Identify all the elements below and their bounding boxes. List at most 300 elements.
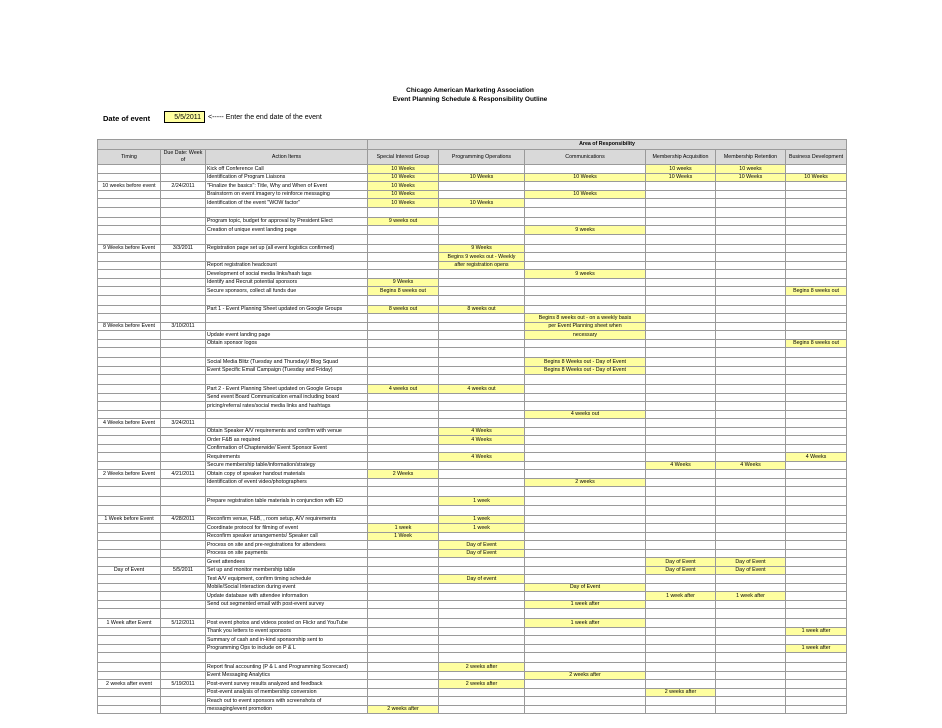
- programming-operations-cell[interactable]: 4 Weeks: [439, 453, 525, 462]
- membership-acquisition-cell[interactable]: [646, 182, 716, 191]
- membership-retention-cell[interactable]: [716, 358, 786, 367]
- programming-operations-cell[interactable]: [439, 487, 525, 497]
- timing-cell[interactable]: [98, 558, 161, 567]
- timing-cell[interactable]: [98, 314, 161, 323]
- action-item-cell[interactable]: Identification of the event "WOW factor": [206, 199, 368, 208]
- due-date-cell[interactable]: 3/3/2011: [161, 244, 206, 253]
- action-item-cell[interactable]: Development of social media links/hash tags: [206, 270, 368, 279]
- programming-operations-cell[interactable]: [439, 322, 525, 331]
- timing-cell[interactable]: [98, 375, 161, 385]
- due-date-cell[interactable]: [161, 314, 206, 323]
- action-item-cell[interactable]: Secure membership table/information/strategy: [206, 461, 368, 470]
- special-interest-group-cell[interactable]: [368, 671, 439, 680]
- special-interest-group-cell[interactable]: [368, 515, 439, 524]
- membership-acquisition-cell[interactable]: [646, 444, 716, 453]
- due-date-cell[interactable]: [161, 627, 206, 636]
- business-development-cell[interactable]: 1 week after: [786, 644, 847, 653]
- programming-operations-cell[interactable]: [439, 461, 525, 470]
- special-interest-group-cell[interactable]: [368, 234, 439, 244]
- due-date-cell[interactable]: [161, 505, 206, 515]
- action-item-cell[interactable]: Process on site payments: [206, 549, 368, 558]
- communications-cell[interactable]: 2 weeks after: [525, 671, 646, 680]
- communications-cell[interactable]: [525, 253, 646, 262]
- due-date-cell[interactable]: [161, 688, 206, 697]
- communications-cell[interactable]: [525, 182, 646, 191]
- business-development-cell[interactable]: [786, 609, 847, 619]
- action-item-cell[interactable]: Requirements: [206, 453, 368, 462]
- membership-acquisition-cell[interactable]: [646, 295, 716, 305]
- due-date-cell[interactable]: [161, 226, 206, 235]
- timing-cell[interactable]: [98, 453, 161, 462]
- due-date-cell[interactable]: [161, 524, 206, 533]
- membership-retention-cell[interactable]: [716, 287, 786, 296]
- communications-cell[interactable]: Begins 8 Weeks out - Day of Event: [525, 358, 646, 367]
- membership-retention-cell[interactable]: [716, 375, 786, 385]
- business-development-cell[interactable]: 1 week after: [786, 627, 847, 636]
- timing-cell[interactable]: [98, 532, 161, 541]
- membership-acquisition-cell[interactable]: 1 week after: [646, 592, 716, 601]
- due-date-cell[interactable]: [161, 366, 206, 375]
- membership-retention-cell[interactable]: [716, 532, 786, 541]
- programming-operations-cell[interactable]: [439, 358, 525, 367]
- programming-operations-cell[interactable]: [439, 627, 525, 636]
- programming-operations-cell[interactable]: [439, 217, 525, 226]
- action-item-cell[interactable]: Identification of event video/photographers: [206, 478, 368, 487]
- membership-retention-cell[interactable]: [716, 305, 786, 314]
- due-date-cell[interactable]: [161, 636, 206, 645]
- special-interest-group-cell[interactable]: [368, 627, 439, 636]
- action-item-cell[interactable]: Registration page set up (all event logistics confirmed): [206, 244, 368, 253]
- due-date-cell[interactable]: [161, 558, 206, 567]
- timing-cell[interactable]: [98, 190, 161, 199]
- special-interest-group-cell[interactable]: [368, 410, 439, 419]
- communications-cell[interactable]: [525, 165, 646, 174]
- special-interest-group-cell[interactable]: [368, 549, 439, 558]
- timing-cell[interactable]: [98, 427, 161, 436]
- business-development-cell[interactable]: [786, 688, 847, 697]
- communications-cell[interactable]: 9 weeks: [525, 226, 646, 235]
- membership-retention-cell[interactable]: [716, 199, 786, 208]
- action-item-cell[interactable]: Obtain Speaker A/V requirements and confirm with venue: [206, 427, 368, 436]
- communications-cell[interactable]: 9 weeks: [525, 270, 646, 279]
- programming-operations-cell[interactable]: [439, 636, 525, 645]
- programming-operations-cell[interactable]: 4 weeks out: [439, 385, 525, 394]
- membership-acquisition-cell[interactable]: [646, 253, 716, 262]
- business-development-cell[interactable]: [786, 436, 847, 445]
- timing-cell[interactable]: 2 weeks after event: [98, 680, 161, 689]
- programming-operations-cell[interactable]: [439, 287, 525, 296]
- business-development-cell[interactable]: [786, 253, 847, 262]
- programming-operations-cell[interactable]: [439, 566, 525, 575]
- membership-retention-cell[interactable]: [716, 583, 786, 592]
- due-date-cell[interactable]: [161, 278, 206, 287]
- timing-cell[interactable]: [98, 461, 161, 470]
- membership-acquisition-cell[interactable]: [646, 470, 716, 479]
- timing-cell[interactable]: [98, 663, 161, 672]
- action-item-cell[interactable]: [206, 609, 368, 619]
- membership-acquisition-cell[interactable]: [646, 244, 716, 253]
- special-interest-group-cell[interactable]: [368, 261, 439, 270]
- communications-cell[interactable]: [525, 680, 646, 689]
- programming-operations-cell[interactable]: 1 week: [439, 515, 525, 524]
- business-development-cell[interactable]: [786, 410, 847, 419]
- programming-operations-cell[interactable]: 1 week: [439, 524, 525, 533]
- membership-acquisition-cell[interactable]: [646, 532, 716, 541]
- due-date-cell[interactable]: [161, 375, 206, 385]
- due-date-cell[interactable]: [161, 671, 206, 680]
- membership-retention-cell[interactable]: 10 Weeks: [716, 173, 786, 182]
- communications-cell[interactable]: [525, 461, 646, 470]
- membership-retention-cell[interactable]: [716, 609, 786, 619]
- action-item-cell[interactable]: Identification of Program Liaisons: [206, 173, 368, 182]
- business-development-cell[interactable]: [786, 261, 847, 270]
- special-interest-group-cell[interactable]: [368, 566, 439, 575]
- action-item-cell[interactable]: Update database with attendee information: [206, 592, 368, 601]
- due-date-cell[interactable]: [161, 358, 206, 367]
- due-date-cell[interactable]: [161, 305, 206, 314]
- business-development-cell[interactable]: [786, 524, 847, 533]
- timing-cell[interactable]: [98, 592, 161, 601]
- action-item-cell[interactable]: Part 2 - Event Planning Sheet updated on Google Groups: [206, 385, 368, 394]
- business-development-cell[interactable]: 4 Weeks: [786, 453, 847, 462]
- programming-operations-cell[interactable]: [439, 705, 525, 714]
- communications-cell[interactable]: [525, 217, 646, 226]
- business-development-cell[interactable]: [786, 671, 847, 680]
- special-interest-group-cell[interactable]: [368, 314, 439, 323]
- membership-retention-cell[interactable]: [716, 575, 786, 584]
- membership-acquisition-cell[interactable]: Day of Event: [646, 558, 716, 567]
- programming-operations-cell[interactable]: [439, 444, 525, 453]
- action-item-cell[interactable]: Obtain sponsor logos: [206, 339, 368, 348]
- programming-operations-cell[interactable]: [439, 583, 525, 592]
- timing-cell[interactable]: [98, 688, 161, 697]
- business-development-cell[interactable]: [786, 278, 847, 287]
- due-date-cell[interactable]: [161, 287, 206, 296]
- due-date-cell[interactable]: [161, 173, 206, 182]
- due-date-cell[interactable]: [161, 532, 206, 541]
- timing-cell[interactable]: [98, 348, 161, 358]
- membership-retention-cell[interactable]: [716, 253, 786, 262]
- membership-retention-cell[interactable]: [716, 619, 786, 628]
- programming-operations-cell[interactable]: Day of event: [439, 575, 525, 584]
- special-interest-group-cell[interactable]: [368, 505, 439, 515]
- timing-cell[interactable]: [98, 165, 161, 174]
- membership-retention-cell[interactable]: [716, 366, 786, 375]
- business-development-cell[interactable]: [786, 541, 847, 550]
- action-item-cell[interactable]: Secure sponsors, collect all funds due: [206, 287, 368, 296]
- programming-operations-cell[interactable]: [439, 295, 525, 305]
- special-interest-group-cell[interactable]: 1 week: [368, 524, 439, 533]
- membership-acquisition-cell[interactable]: [646, 261, 716, 270]
- action-item-cell[interactable]: [206, 653, 368, 663]
- timing-cell[interactable]: [98, 295, 161, 305]
- action-item-cell[interactable]: Part 1 - Event Planning Sheet updated on Google Groups: [206, 305, 368, 314]
- business-development-cell[interactable]: [786, 226, 847, 235]
- membership-acquisition-cell[interactable]: [646, 348, 716, 358]
- business-development-cell[interactable]: [786, 636, 847, 645]
- programming-operations-cell[interactable]: [439, 314, 525, 323]
- membership-retention-cell[interactable]: [716, 436, 786, 445]
- membership-retention-cell[interactable]: [716, 348, 786, 358]
- timing-cell[interactable]: 4 Weeks before Event: [98, 419, 161, 428]
- membership-retention-cell[interactable]: 1 week after: [716, 592, 786, 601]
- action-item-cell[interactable]: Greet attendees: [206, 558, 368, 567]
- action-item-cell[interactable]: Post event photos and videos posted on Flickr and YouTube: [206, 619, 368, 628]
- membership-acquisition-cell[interactable]: [646, 478, 716, 487]
- timing-cell[interactable]: [98, 339, 161, 348]
- timing-cell[interactable]: [98, 173, 161, 182]
- special-interest-group-cell[interactable]: 10 Weeks: [368, 182, 439, 191]
- timing-cell[interactable]: 1 Week before Event: [98, 515, 161, 524]
- membership-acquisition-cell[interactable]: [646, 278, 716, 287]
- business-development-cell[interactable]: [786, 558, 847, 567]
- timing-cell[interactable]: [98, 600, 161, 609]
- special-interest-group-cell[interactable]: 1 Week: [368, 532, 439, 541]
- timing-cell[interactable]: [98, 549, 161, 558]
- timing-cell[interactable]: Day of Event: [98, 566, 161, 575]
- membership-acquisition-cell[interactable]: 10 weeks: [646, 165, 716, 174]
- special-interest-group-cell[interactable]: [368, 600, 439, 609]
- programming-operations-cell[interactable]: [439, 653, 525, 663]
- business-development-cell[interactable]: [786, 314, 847, 323]
- business-development-cell[interactable]: [786, 402, 847, 411]
- business-development-cell[interactable]: [786, 419, 847, 428]
- timing-cell[interactable]: [98, 278, 161, 287]
- special-interest-group-cell[interactable]: [368, 402, 439, 411]
- business-development-cell[interactable]: [786, 393, 847, 402]
- business-development-cell[interactable]: Begins 8 weeks out: [786, 287, 847, 296]
- special-interest-group-cell[interactable]: 4 weeks out: [368, 385, 439, 394]
- business-development-cell[interactable]: [786, 532, 847, 541]
- special-interest-group-cell[interactable]: [368, 348, 439, 358]
- communications-cell[interactable]: [525, 575, 646, 584]
- timing-cell[interactable]: [98, 627, 161, 636]
- membership-retention-cell[interactable]: [716, 453, 786, 462]
- communications-cell[interactable]: per Event Planning sheet when: [525, 322, 646, 331]
- action-item-cell[interactable]: [206, 253, 368, 262]
- special-interest-group-cell[interactable]: [368, 697, 439, 706]
- communications-cell[interactable]: necessary: [525, 331, 646, 340]
- programming-operations-cell[interactable]: [439, 600, 525, 609]
- membership-retention-cell[interactable]: Day of Event: [716, 558, 786, 567]
- membership-acquisition-cell[interactable]: [646, 497, 716, 506]
- programming-operations-cell[interactable]: [439, 182, 525, 191]
- membership-retention-cell[interactable]: [716, 524, 786, 533]
- programming-operations-cell[interactable]: [439, 644, 525, 653]
- business-development-cell[interactable]: [786, 697, 847, 706]
- business-development-cell[interactable]: [786, 305, 847, 314]
- membership-acquisition-cell[interactable]: [646, 453, 716, 462]
- membership-retention-cell[interactable]: [716, 393, 786, 402]
- business-development-cell[interactable]: [786, 583, 847, 592]
- special-interest-group-cell[interactable]: 9 weeks out: [368, 217, 439, 226]
- due-date-cell[interactable]: 4/28/2011: [161, 515, 206, 524]
- programming-operations-cell[interactable]: [439, 592, 525, 601]
- action-item-cell[interactable]: Confirmation of Chapterwide/ Event Sponsor Event: [206, 444, 368, 453]
- membership-acquisition-cell[interactable]: [646, 644, 716, 653]
- membership-acquisition-cell[interactable]: [646, 619, 716, 628]
- action-item-cell[interactable]: [206, 322, 368, 331]
- action-item-cell[interactable]: [206, 234, 368, 244]
- programming-operations-cell[interactable]: Begins 9 weeks out - Weekly: [439, 253, 525, 262]
- membership-retention-cell[interactable]: [716, 487, 786, 497]
- membership-acquisition-cell[interactable]: [646, 305, 716, 314]
- membership-acquisition-cell[interactable]: [646, 505, 716, 515]
- special-interest-group-cell[interactable]: [368, 487, 439, 497]
- business-development-cell[interactable]: [786, 366, 847, 375]
- timing-cell[interactable]: [98, 653, 161, 663]
- communications-cell[interactable]: [525, 375, 646, 385]
- membership-retention-cell[interactable]: [716, 419, 786, 428]
- membership-retention-cell[interactable]: [716, 226, 786, 235]
- action-item-cell[interactable]: Coordinate protocol for filming of event: [206, 524, 368, 533]
- action-item-cell[interactable]: "Finalize the basics": Title, Why and When of Event: [206, 182, 368, 191]
- communications-cell[interactable]: 10 Weeks: [525, 173, 646, 182]
- timing-cell[interactable]: [98, 253, 161, 262]
- due-date-cell[interactable]: [161, 541, 206, 550]
- timing-cell[interactable]: [98, 261, 161, 270]
- timing-cell[interactable]: [98, 671, 161, 680]
- action-item-cell[interactable]: Obtain copy of speaker handout materials: [206, 470, 368, 479]
- special-interest-group-cell[interactable]: [368, 375, 439, 385]
- timing-cell[interactable]: 8 Weeks before Event: [98, 322, 161, 331]
- special-interest-group-cell[interactable]: [368, 270, 439, 279]
- membership-retention-cell[interactable]: [716, 207, 786, 217]
- membership-acquisition-cell[interactable]: [646, 287, 716, 296]
- special-interest-group-cell[interactable]: [368, 322, 439, 331]
- membership-retention-cell[interactable]: [716, 182, 786, 191]
- due-date-cell[interactable]: [161, 663, 206, 672]
- timing-cell[interactable]: [98, 270, 161, 279]
- communications-cell[interactable]: [525, 609, 646, 619]
- due-date-cell[interactable]: [161, 436, 206, 445]
- communications-cell[interactable]: [525, 497, 646, 506]
- due-date-cell[interactable]: [161, 592, 206, 601]
- action-item-cell[interactable]: [206, 375, 368, 385]
- special-interest-group-cell[interactable]: [368, 331, 439, 340]
- timing-cell[interactable]: [98, 497, 161, 506]
- business-development-cell[interactable]: [786, 461, 847, 470]
- timing-cell[interactable]: [98, 697, 161, 706]
- membership-retention-cell[interactable]: [716, 515, 786, 524]
- programming-operations-cell[interactable]: [439, 697, 525, 706]
- timing-cell[interactable]: [98, 609, 161, 619]
- special-interest-group-cell[interactable]: [368, 619, 439, 628]
- timing-cell[interactable]: [98, 287, 161, 296]
- business-development-cell[interactable]: [786, 705, 847, 714]
- business-development-cell[interactable]: [786, 358, 847, 367]
- membership-acquisition-cell[interactable]: [646, 339, 716, 348]
- membership-retention-cell[interactable]: [716, 385, 786, 394]
- membership-retention-cell[interactable]: [716, 680, 786, 689]
- special-interest-group-cell[interactable]: [368, 253, 439, 262]
- special-interest-group-cell[interactable]: [368, 541, 439, 550]
- communications-cell[interactable]: [525, 199, 646, 208]
- special-interest-group-cell[interactable]: [368, 644, 439, 653]
- special-interest-group-cell[interactable]: [368, 295, 439, 305]
- special-interest-group-cell[interactable]: Begins 8 weeks out: [368, 287, 439, 296]
- membership-retention-cell[interactable]: [716, 234, 786, 244]
- membership-acquisition-cell[interactable]: [646, 636, 716, 645]
- communications-cell[interactable]: [525, 558, 646, 567]
- membership-acquisition-cell[interactable]: [646, 549, 716, 558]
- membership-acquisition-cell[interactable]: [646, 663, 716, 672]
- special-interest-group-cell[interactable]: 2 weeks after: [368, 705, 439, 714]
- communications-cell[interactable]: [525, 663, 646, 672]
- special-interest-group-cell[interactable]: [368, 419, 439, 428]
- communications-cell[interactable]: [525, 348, 646, 358]
- action-item-cell[interactable]: [206, 348, 368, 358]
- due-date-cell[interactable]: [161, 575, 206, 584]
- communications-cell[interactable]: [525, 549, 646, 558]
- membership-retention-cell[interactable]: [716, 444, 786, 453]
- timing-cell[interactable]: [98, 331, 161, 340]
- programming-operations-cell[interactable]: [439, 190, 525, 199]
- due-date-cell[interactable]: [161, 609, 206, 619]
- action-item-cell[interactable]: Summary of cash and in-kind sponsorship sent to: [206, 636, 368, 645]
- special-interest-group-cell[interactable]: [368, 583, 439, 592]
- special-interest-group-cell[interactable]: [368, 461, 439, 470]
- programming-operations-cell[interactable]: [439, 419, 525, 428]
- special-interest-group-cell[interactable]: 2 Weeks: [368, 470, 439, 479]
- membership-acquisition-cell[interactable]: [646, 270, 716, 279]
- special-interest-group-cell[interactable]: [368, 680, 439, 689]
- timing-cell[interactable]: [98, 234, 161, 244]
- due-date-cell[interactable]: [161, 385, 206, 394]
- due-date-cell[interactable]: [161, 644, 206, 653]
- timing-cell[interactable]: [98, 487, 161, 497]
- programming-operations-cell[interactable]: 4 Weeks: [439, 427, 525, 436]
- action-item-cell[interactable]: Programming Ops to include on P & L: [206, 644, 368, 653]
- timing-cell[interactable]: 2 Weeks before Event: [98, 470, 161, 479]
- membership-acquisition-cell[interactable]: [646, 190, 716, 199]
- business-development-cell[interactable]: [786, 566, 847, 575]
- communications-cell[interactable]: [525, 541, 646, 550]
- action-item-cell[interactable]: [206, 314, 368, 323]
- action-item-cell[interactable]: [206, 419, 368, 428]
- special-interest-group-cell[interactable]: 9 Weeks: [368, 278, 439, 287]
- action-item-cell[interactable]: [206, 207, 368, 217]
- membership-acquisition-cell[interactable]: 10 Weeks: [646, 173, 716, 182]
- communications-cell[interactable]: 4 weeks out: [525, 410, 646, 419]
- action-item-cell[interactable]: Kick off Conference Call: [206, 165, 368, 174]
- special-interest-group-cell[interactable]: [368, 207, 439, 217]
- due-date-cell[interactable]: [161, 600, 206, 609]
- communications-cell[interactable]: [525, 339, 646, 348]
- due-date-cell[interactable]: [161, 653, 206, 663]
- due-date-cell[interactable]: [161, 402, 206, 411]
- programming-operations-cell[interactable]: [439, 165, 525, 174]
- membership-retention-cell[interactable]: [716, 671, 786, 680]
- membership-acquisition-cell[interactable]: [646, 234, 716, 244]
- programming-operations-cell[interactable]: [439, 688, 525, 697]
- business-development-cell[interactable]: [786, 680, 847, 689]
- action-item-cell[interactable]: Send out segmented email with post-event survey: [206, 600, 368, 609]
- business-development-cell[interactable]: [786, 600, 847, 609]
- due-date-cell[interactable]: [161, 427, 206, 436]
- due-date-cell[interactable]: [161, 583, 206, 592]
- due-date-cell[interactable]: [161, 497, 206, 506]
- business-development-cell[interactable]: [786, 515, 847, 524]
- special-interest-group-cell[interactable]: 10 Weeks: [368, 165, 439, 174]
- communications-cell[interactable]: [525, 524, 646, 533]
- due-date-cell[interactable]: [161, 165, 206, 174]
- programming-operations-cell[interactable]: [439, 278, 525, 287]
- due-date-cell[interactable]: [161, 549, 206, 558]
- communications-cell[interactable]: 2 weeks: [525, 478, 646, 487]
- membership-retention-cell[interactable]: [716, 505, 786, 515]
- programming-operations-cell[interactable]: [439, 234, 525, 244]
